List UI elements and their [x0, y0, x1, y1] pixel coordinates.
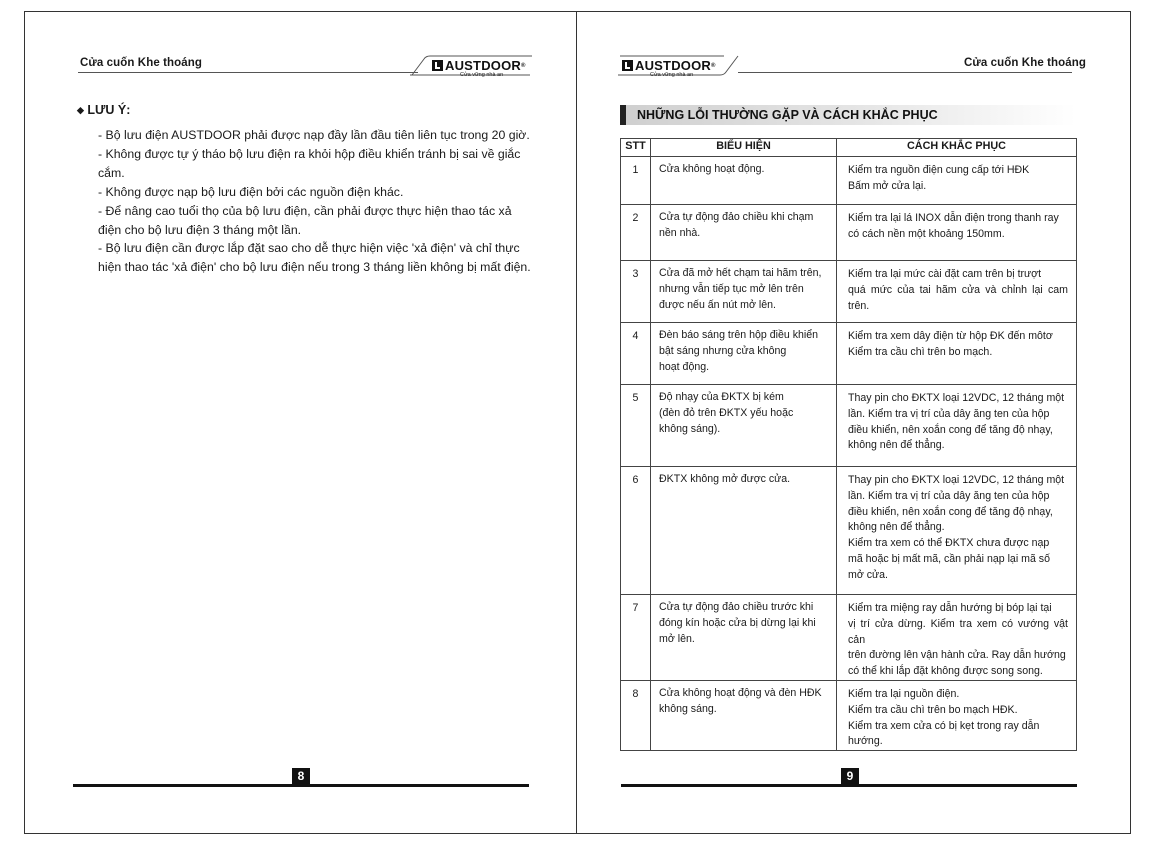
row-stt: 5 — [621, 385, 651, 467]
page-gutter — [576, 11, 577, 834]
note-list — [98, 126, 535, 277]
row-stt: 7 — [621, 595, 651, 681]
fix-line: Kiểm tra nguồn điện cung cấp tới HĐK — [848, 164, 1030, 176]
logo-brand: AUSTDOOR — [635, 58, 711, 73]
fix-line: hướng. — [848, 735, 883, 748]
symptom-line: ĐKTX không mở được cửa. — [659, 473, 791, 485]
note-item — [98, 183, 535, 202]
symptom-line: Cửa đã mở hết chạm tai hãm trên, — [659, 267, 822, 279]
fix-line: điều khiển, nên xoắn cong để tăng độ nhạy, — [848, 423, 1053, 436]
symptom-line: Cửa không hoạt động và đèn HĐK — [659, 687, 822, 699]
table-row — [621, 385, 1077, 467]
right-header-title: Cửa cuốn Khe thoáng — [964, 57, 1087, 69]
row-symptom — [651, 323, 837, 385]
fix-line: Kiểm tra cầu chì trên bo mạch HĐK. — [848, 703, 1018, 716]
fix-line: Thay pin cho ĐKTX loại 12VDC, 12 tháng một — [848, 474, 1065, 486]
row-fix — [837, 681, 1077, 751]
fix-line: quá mức của tai hãm cửa và chỉnh lại cam trên. — [848, 283, 1068, 312]
fix-line: Kiểm tra xem có thể ĐKTX chưa được nạp — [848, 537, 1050, 550]
row-stt: 2 — [621, 205, 651, 261]
row-fix — [837, 467, 1077, 595]
fix-line: lần. Kiểm tra vị trí của dây ăng ten của hộp — [848, 489, 1050, 502]
fix-line: Bấm mở cửa lại. — [848, 179, 927, 192]
row-stt: 1 — [621, 157, 651, 205]
symptom-line: đóng kín hoặc cửa bị dừng lại khi — [659, 616, 816, 629]
left-header-title: Cửa cuốn Khe thoáng — [80, 57, 203, 69]
note-line: - Bộ lưu điện cần được lắp đặt sao cho dễ thực hiện việc 'xả điện' và chỉ thực — [98, 241, 520, 256]
note-item — [98, 126, 535, 145]
header-fix: CÁCH KHẮC PHỤC — [837, 139, 1077, 157]
right-page-number: 9 — [841, 768, 859, 785]
fix-line: điều khiển, nên xoắn cong để tăng độ nhạy, — [848, 505, 1053, 518]
row-stt: 6 — [621, 467, 651, 595]
fix-line: Thay pin cho ĐKTX loại 12VDC, 12 tháng một — [848, 392, 1065, 404]
fix-line: Kiểm tra lại mức cài đặt cam trên bị trượt — [848, 268, 1042, 280]
row-fix — [837, 205, 1077, 261]
fix-line: Kiểm tra xem cửa có bị kẹt trong ray dẫn — [848, 719, 1040, 732]
symptom-line: được nếu ấn nút mở lên. — [659, 298, 776, 311]
note-item — [98, 145, 535, 183]
logo-tagline: Cửa vững nhà an — [460, 72, 504, 78]
table-row — [621, 681, 1077, 751]
fix-line: trên đường lên vận hành cửa. Ray dẫn hướng — [848, 649, 1066, 662]
row-stt: 3 — [621, 261, 651, 323]
note-item — [98, 202, 535, 240]
fix-line: Kiểm tra lại lá INOX dẫn điện trong thanh ray — [848, 212, 1059, 224]
note-line: - Không được nạp bộ lưu điện bởi các nguồn điện khác. — [98, 184, 404, 199]
table-row — [621, 205, 1077, 261]
row-symptom — [651, 595, 837, 681]
right-header-rule — [738, 72, 1072, 73]
section-title-marker — [620, 105, 626, 125]
fix-line: vị trí cửa dừng. Kiểm tra xem có vướng vật cản — [848, 617, 1068, 646]
symptom-line: hoạt động. — [659, 360, 710, 373]
fix-line: Kiểm tra lại nguồn điện. — [848, 688, 960, 700]
note-line: - Bộ lưu điện AUSTDOOR phải được nạp đầy lần đầu tiên liên tục trong 20 giờ. — [98, 128, 530, 142]
row-fix — [837, 261, 1077, 323]
table-row — [621, 467, 1077, 595]
row-symptom — [651, 261, 837, 323]
left-header-rule — [78, 72, 418, 73]
note-line: - Không được tự ý tháo bộ lưu điện ra khỏi hộp điều khiển tránh bị sai về giắc — [98, 146, 521, 161]
logo-mark-icon — [622, 60, 633, 71]
section-title-bar — [620, 105, 1076, 125]
fix-line: Kiểm tra miệng ray dẫn hướng bị bóp lại tại — [848, 602, 1052, 614]
row-symptom — [651, 205, 837, 261]
right-logo: AUSTDOOR ® Cửa vững nhà an — [622, 58, 716, 78]
note-item — [98, 239, 535, 277]
row-symptom — [651, 385, 837, 467]
table-row — [621, 323, 1077, 385]
fix-line: không nên để thẳng. — [848, 439, 945, 452]
row-symptom — [651, 681, 837, 751]
table-row — [621, 157, 1077, 205]
note-heading-text: LƯU Ý: — [87, 103, 131, 117]
fix-line: lần. Kiểm tra vị trí của dây ăng ten của hộp — [848, 407, 1050, 420]
symptom-line: bật sáng nhưng cửa không — [659, 344, 787, 357]
symptom-line: không sáng). — [659, 422, 721, 435]
note-line: cắm. — [98, 165, 125, 180]
fix-line: không nên để thẳng. — [848, 521, 945, 534]
row-stt: 4 — [621, 323, 651, 385]
diamond-bullet-icon: ◆ — [77, 105, 84, 115]
symptom-line: (đèn đỏ trên ĐKTX yếu hoặc — [659, 406, 794, 419]
logo-mark-icon — [432, 60, 443, 71]
symptom-line: nền nhà. — [659, 226, 701, 239]
symptom-line: Cửa tự động đảo chiều trước khi — [659, 601, 814, 613]
logo-tagline: Cửa vững nhà an — [650, 72, 694, 78]
fix-line: Kiểm tra xem dây điện từ hộp ĐK đến môtơ — [848, 330, 1053, 342]
row-fix — [837, 157, 1077, 205]
row-stt: 8 — [621, 681, 651, 751]
symptom-line: Cửa không hoạt động. — [659, 163, 765, 175]
row-symptom — [651, 467, 837, 595]
fix-line: mở cửa. — [848, 568, 888, 581]
faults-table — [620, 138, 1077, 751]
left-page-number: 8 — [292, 768, 310, 785]
fix-line: Kiểm tra cầu chì trên bo mạch. — [848, 345, 993, 358]
header-symptom: BIỂU HIỆN — [651, 139, 837, 157]
symptom-line: mở lên. — [659, 632, 695, 645]
row-fix — [837, 323, 1077, 385]
fix-line: mã hoặc bị mất mã, cần phải nạp lại mã số — [848, 552, 1050, 565]
row-fix — [837, 595, 1077, 681]
fix-line: có cách nền một khoảng 150mm. — [848, 227, 1005, 240]
left-logo: AUSTDOOR ® Cửa vững nhà an — [432, 58, 526, 78]
symptom-line: nhưng vẫn tiếp tục mở lên trên — [659, 282, 804, 295]
section-title: NHỮNG LỖI THƯỜNG GẶP VÀ CÁCH KHẮC PHỤC — [637, 108, 938, 122]
fix-line: có thể khi lắp đặt không được song song. — [848, 665, 1043, 678]
note-line: hiện thao tác 'xả điện' cho bộ lưu điện nếu trong 3 tháng liền không bị mất điện. — [98, 260, 531, 275]
table-row — [621, 261, 1077, 323]
logo-brand: AUSTDOOR — [445, 58, 521, 73]
note-heading — [77, 103, 130, 117]
header-stt: STT — [621, 139, 651, 157]
note-line: - Để nâng cao tuổi thọ của bộ lưu điện, cần phải được thực hiện thao tác xả — [98, 203, 512, 218]
symptom-line: Cửa tự động đảo chiều khi chạm — [659, 211, 814, 223]
note-line: điện cho bộ lưu điện 3 tháng một lần. — [98, 222, 302, 237]
symptom-line: không sáng. — [659, 702, 717, 715]
symptom-line: Đèn báo sáng trên hộp điều khiển — [659, 329, 819, 341]
symptom-line: Độ nhạy của ĐKTX bị kém — [659, 391, 784, 403]
table-row — [621, 595, 1077, 681]
table-header-row — [621, 139, 1077, 157]
row-symptom — [651, 157, 837, 205]
row-fix — [837, 385, 1077, 467]
